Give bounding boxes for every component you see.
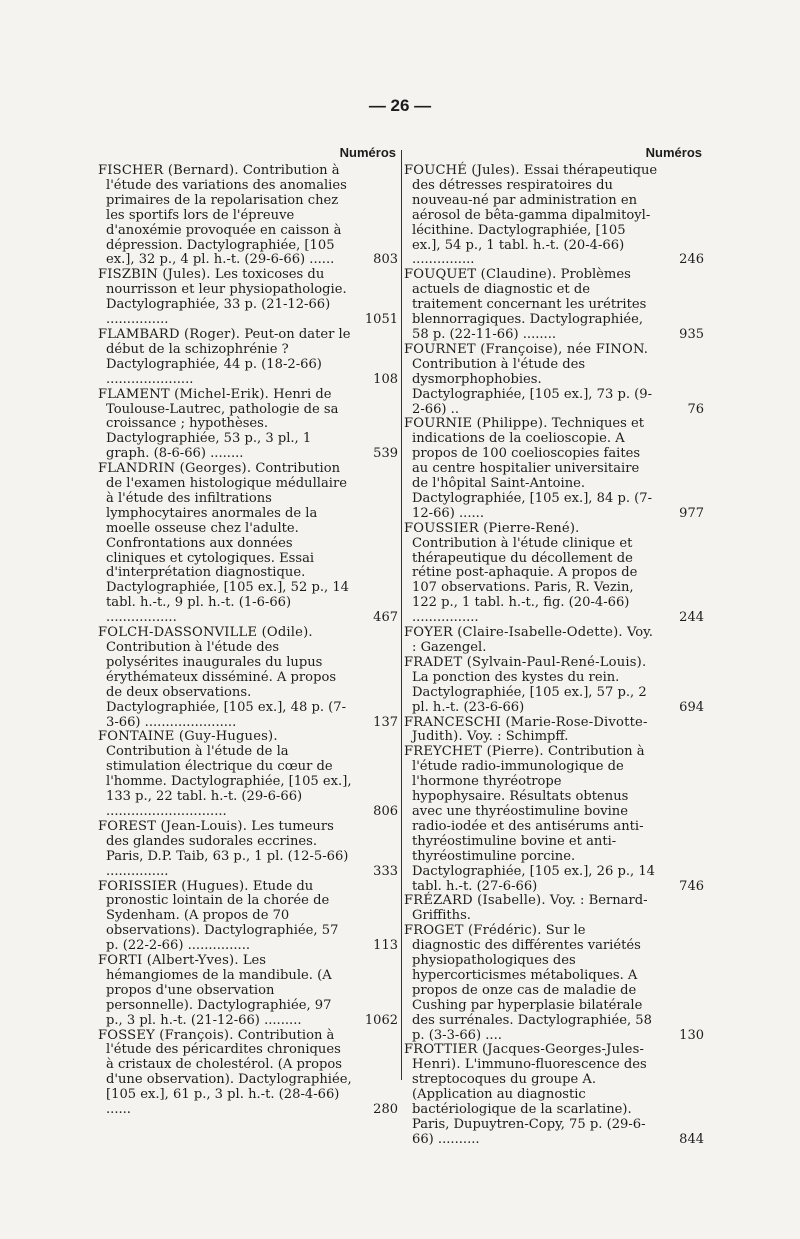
entry-number: 113 <box>373 938 398 954</box>
thesis-description: Techniques et indications de la coelioscopie. A propos de 100 coelioscopies faites au centre hospitalier universitaire de l'hôpital Saint-Antoine. Dactylographiée, [105 ex.], 84 p. (7-12-66) ...... <box>412 416 653 521</box>
author-name: FOYER (Claire-Isabelle-Odette). <box>404 625 623 641</box>
author-name: FLAMENT (Michel-Erik). <box>98 386 269 402</box>
thesis-description: Contribution à l'étude des polysérites inaugurales du lupus érythémateux disséminé. A propos de deux observations. Dactylographiée, [105 ex.], 48 p. (7-3-66) ...................... <box>106 640 347 730</box>
thesis-description: La ponction des kystes du rein. Dactylographiée, [105 ex.], 57 p., 2 pl. h.-t. (23-6-66) <box>412 669 647 715</box>
author-name: FRANCESCHI (Marie-Rose-Divotte-Judith). <box>404 714 648 745</box>
bibliography-entry <box>98 328 398 388</box>
bibliography-entry <box>98 880 398 955</box>
bibliography-entry <box>404 745 704 894</box>
bibliography-entry <box>404 1043 704 1147</box>
author-name: FISCHER (Bernard). <box>98 163 239 178</box>
thesis-description: Voy. : Gazengel. <box>412 625 653 655</box>
author-name: FOLCH-DASSONVILLE (Odile). <box>98 625 313 641</box>
bibliography-entry <box>404 343 704 418</box>
thesis-description: Contribution à l'étude clinique et thérapeutique du décollement de rétine post-aphaquie. A propos de 107 observations. Paris, R. Vezin, 122 p., 1 tabl. h.-t., fig. (20-4-66) ................ <box>412 535 638 626</box>
bibliography-entry <box>98 626 398 730</box>
thesis-description: Les hémangiomes de la mandibule. (A propos d'une observation personnelle). Dactylographiée, 97 p., 3 pl. h.-t. (21-12-66) ......... <box>106 953 332 1028</box>
bibliography-entry <box>404 656 704 716</box>
bibliography-entry <box>98 462 398 626</box>
page-number: — 26 — <box>368 96 432 115</box>
author-name: FOUQUET (Claudine). <box>404 267 557 283</box>
thesis-description: Contribution à l'étude radio-immunologique de l'hormone thyréotrope hypophysaire. Résultats obtenus avec une thyréostimuline bovine radio-iodée et des antisérums anti-thyréostimuline bovine et anti-thyréostimuline porcine. Dactylographiée, [105 ex.], 26 p., 14 tabl. h.-t. (27-6-66) <box>412 744 655 894</box>
author-name: FISZBIN (Jules). <box>98 267 211 283</box>
thesis-description: Contribution à l'étude de la stimulation électrique du cœur de l'homme. Dactylographiée, [105 ex.], 133 p., 22 tabl. h.-t. (29-6-66) ............................. <box>106 744 352 819</box>
entry-number: 137 <box>373 714 398 730</box>
entry-number: 977 <box>679 505 704 521</box>
thesis-description: Voy. : Bernard-Griffiths. <box>412 893 648 924</box>
column-divider <box>401 150 402 1080</box>
author-name: FOUCHÉ (Jules). <box>404 163 520 178</box>
author-name: FLANDRIN (Georges). <box>98 461 252 477</box>
entry-number: 844 <box>679 1131 704 1147</box>
thesis-description: Peut-on dater le début de la schizophrénie ? Dactylographiée, 44 p. (18-2-66) ..................... <box>106 326 351 387</box>
entry-number: 694 <box>679 699 704 715</box>
entry-number: 467 <box>373 610 398 626</box>
author-name: FONTAINE (Guy-Hugues). <box>98 729 278 745</box>
bibliography-entry <box>404 924 704 1043</box>
author-name: FOURNET (Françoise), née FINON. <box>404 341 649 357</box>
author-name: FROGET (Frédéric). <box>404 923 542 939</box>
bibliography-entry <box>404 522 704 626</box>
column-header-left: Numéros <box>339 145 396 160</box>
entry-number: 539 <box>373 446 398 462</box>
author-name: FREYCHET (Pierre). <box>404 744 544 760</box>
bibliography-entry <box>404 164 704 268</box>
thesis-description: Contribution à l'étude des péricardites chroniques à cristaux de cholestérol. (A propos d'une observation). Dactylographiée, [105 ex.], 61 p., 3 pl. h.-t. (28-4-66) ...... <box>106 1027 352 1118</box>
author-name: FOREST (Jean-Louis). <box>98 818 248 834</box>
author-name: FLAMBARD (Roger). <box>98 326 241 342</box>
entry-number: 76 <box>687 401 704 417</box>
author-name: FORISSIER (Hugues). <box>98 878 249 894</box>
bibliography-entry <box>404 268 704 343</box>
author-name: FRÉZARD (Isabelle). <box>404 893 546 909</box>
bibliography-entry <box>404 626 704 656</box>
thesis-description: Les tumeurs des glandes sudorales eccrines. Paris, D.P. Taib, 63 p., 1 pl. (12-5-66) ............... <box>106 818 349 879</box>
entry-number: 280 <box>373 1102 398 1118</box>
right-column <box>404 142 704 1148</box>
entry-number: 108 <box>373 371 398 387</box>
author-name: FORTI (Albert-Yves). <box>98 953 239 969</box>
bibliography-entry <box>404 716 704 746</box>
bibliography-entry <box>98 164 398 268</box>
thesis-description: Problèmes actuels de diagnostic et de traitement concernant les urétrites blennorragiques. Dactylographiée, 58 p. (22-11-66) ........ <box>412 267 647 342</box>
bibliography-entry <box>404 417 704 521</box>
entry-number: 244 <box>679 610 704 626</box>
bibliography-entry <box>98 820 398 880</box>
author-name: FOUSSIER (Pierre-René). <box>404 520 580 536</box>
bibliography-entry <box>98 1029 398 1118</box>
entry-number: 1051 <box>364 312 398 328</box>
thesis-description: Voy. : Schimpff. <box>467 729 569 745</box>
author-name: FRADET (Sylvain-Paul-René-Louis). <box>404 654 647 670</box>
thesis-description: Sur le diagnostic des différentes variétés physiopathologiques des hypercorticismes métaboliques. A propos de onze cas de maladie de Cushing par hyperplasie bilatérale des surrénales. Dactylographiée, 58 p. (3-3-66) .... <box>412 923 652 1043</box>
bibliography-entry <box>98 268 398 328</box>
entry-number: 806 <box>373 803 398 819</box>
author-name: FROTTIER (Jacques-Georges-Jules-Henri). <box>404 1042 645 1073</box>
bibliography-entry <box>98 730 398 819</box>
left-column <box>98 142 398 1118</box>
thesis-description: Etude du pronostic lointain de la chorée de Sydenham. (A propos de 70 observations). Dactylographiée, 57 p. (22-2-66) ............... <box>106 878 339 954</box>
entry-number: 246 <box>679 252 704 268</box>
thesis-description: Henri de Toulouse-Lautrec, pathologie de sa croissance ; hypothèses. Dactylographiée, 53 p., 3 pl., 1 graph. (8-6-66) ........ <box>106 386 339 462</box>
entry-number: 333 <box>373 863 398 879</box>
thesis-description: Essai thérapeutique des détresses respiratoires du nouveau-né par administration en aérosol de bêta-gamma dipalmitoyl-lécithine. Dactylographiée, [105 ex.], 54 p., 1 tabl. h.-t. (20-4-66) ............... <box>412 163 658 268</box>
entry-number: 130 <box>679 1027 704 1043</box>
thesis-description: Contribution à l'étude des dysmorphophobies. Dactylographiée, [105 ex.], 73 p. (9-2-66) .. <box>412 356 653 417</box>
entry-number: 803 <box>373 252 398 268</box>
entry-number: 935 <box>679 326 704 342</box>
thesis-description: L'immuno-fluorescence des streptocoques du groupe A. (Application au diagnostic bactériologique de la scarlatine). Paris, Dupuytren-Copy, 75 p. (29-6-66) .......... <box>412 1057 647 1147</box>
column-header-right: Numéros <box>645 145 702 160</box>
entry-number: 746 <box>679 878 704 894</box>
author-name: FOSSEY (François). <box>98 1027 234 1043</box>
thesis-description: Les toxicoses du nourrisson et leur physiopathologie. Dactylographiée, 33 p. (21-12-66) ............... <box>106 267 347 328</box>
thesis-description: Contribution de l'examen histologique médullaire à l'étude des infiltrations lymphocytaires anormales de la moelle osseuse chez l'adulte. Confrontations aux données cliniques et cytologiques. Essai d'interprétation diagnostique. Dactylographiée, [105 ex.], 52 p., 14 tabl. h.-t., 9 pl. h.-t. (1-6-66) ................. <box>106 461 349 626</box>
bibliography-entry <box>98 954 398 1029</box>
author-name: FOURNIE (Philippe). <box>404 416 548 432</box>
entry-number: 1062 <box>364 1012 398 1028</box>
thesis-description: Contribution à l'étude des variations des anomalies primaires de la repolarisation chez les sportifs lors de l'épreuve d'anoxémie provoquée en caisson à dépression. Dactylographiée, [105 ex.], 32 p., 4 pl. h.-t. (29-6-66) ...... <box>106 163 347 268</box>
bibliography-entry <box>404 894 704 924</box>
bibliography-entry <box>98 388 398 463</box>
